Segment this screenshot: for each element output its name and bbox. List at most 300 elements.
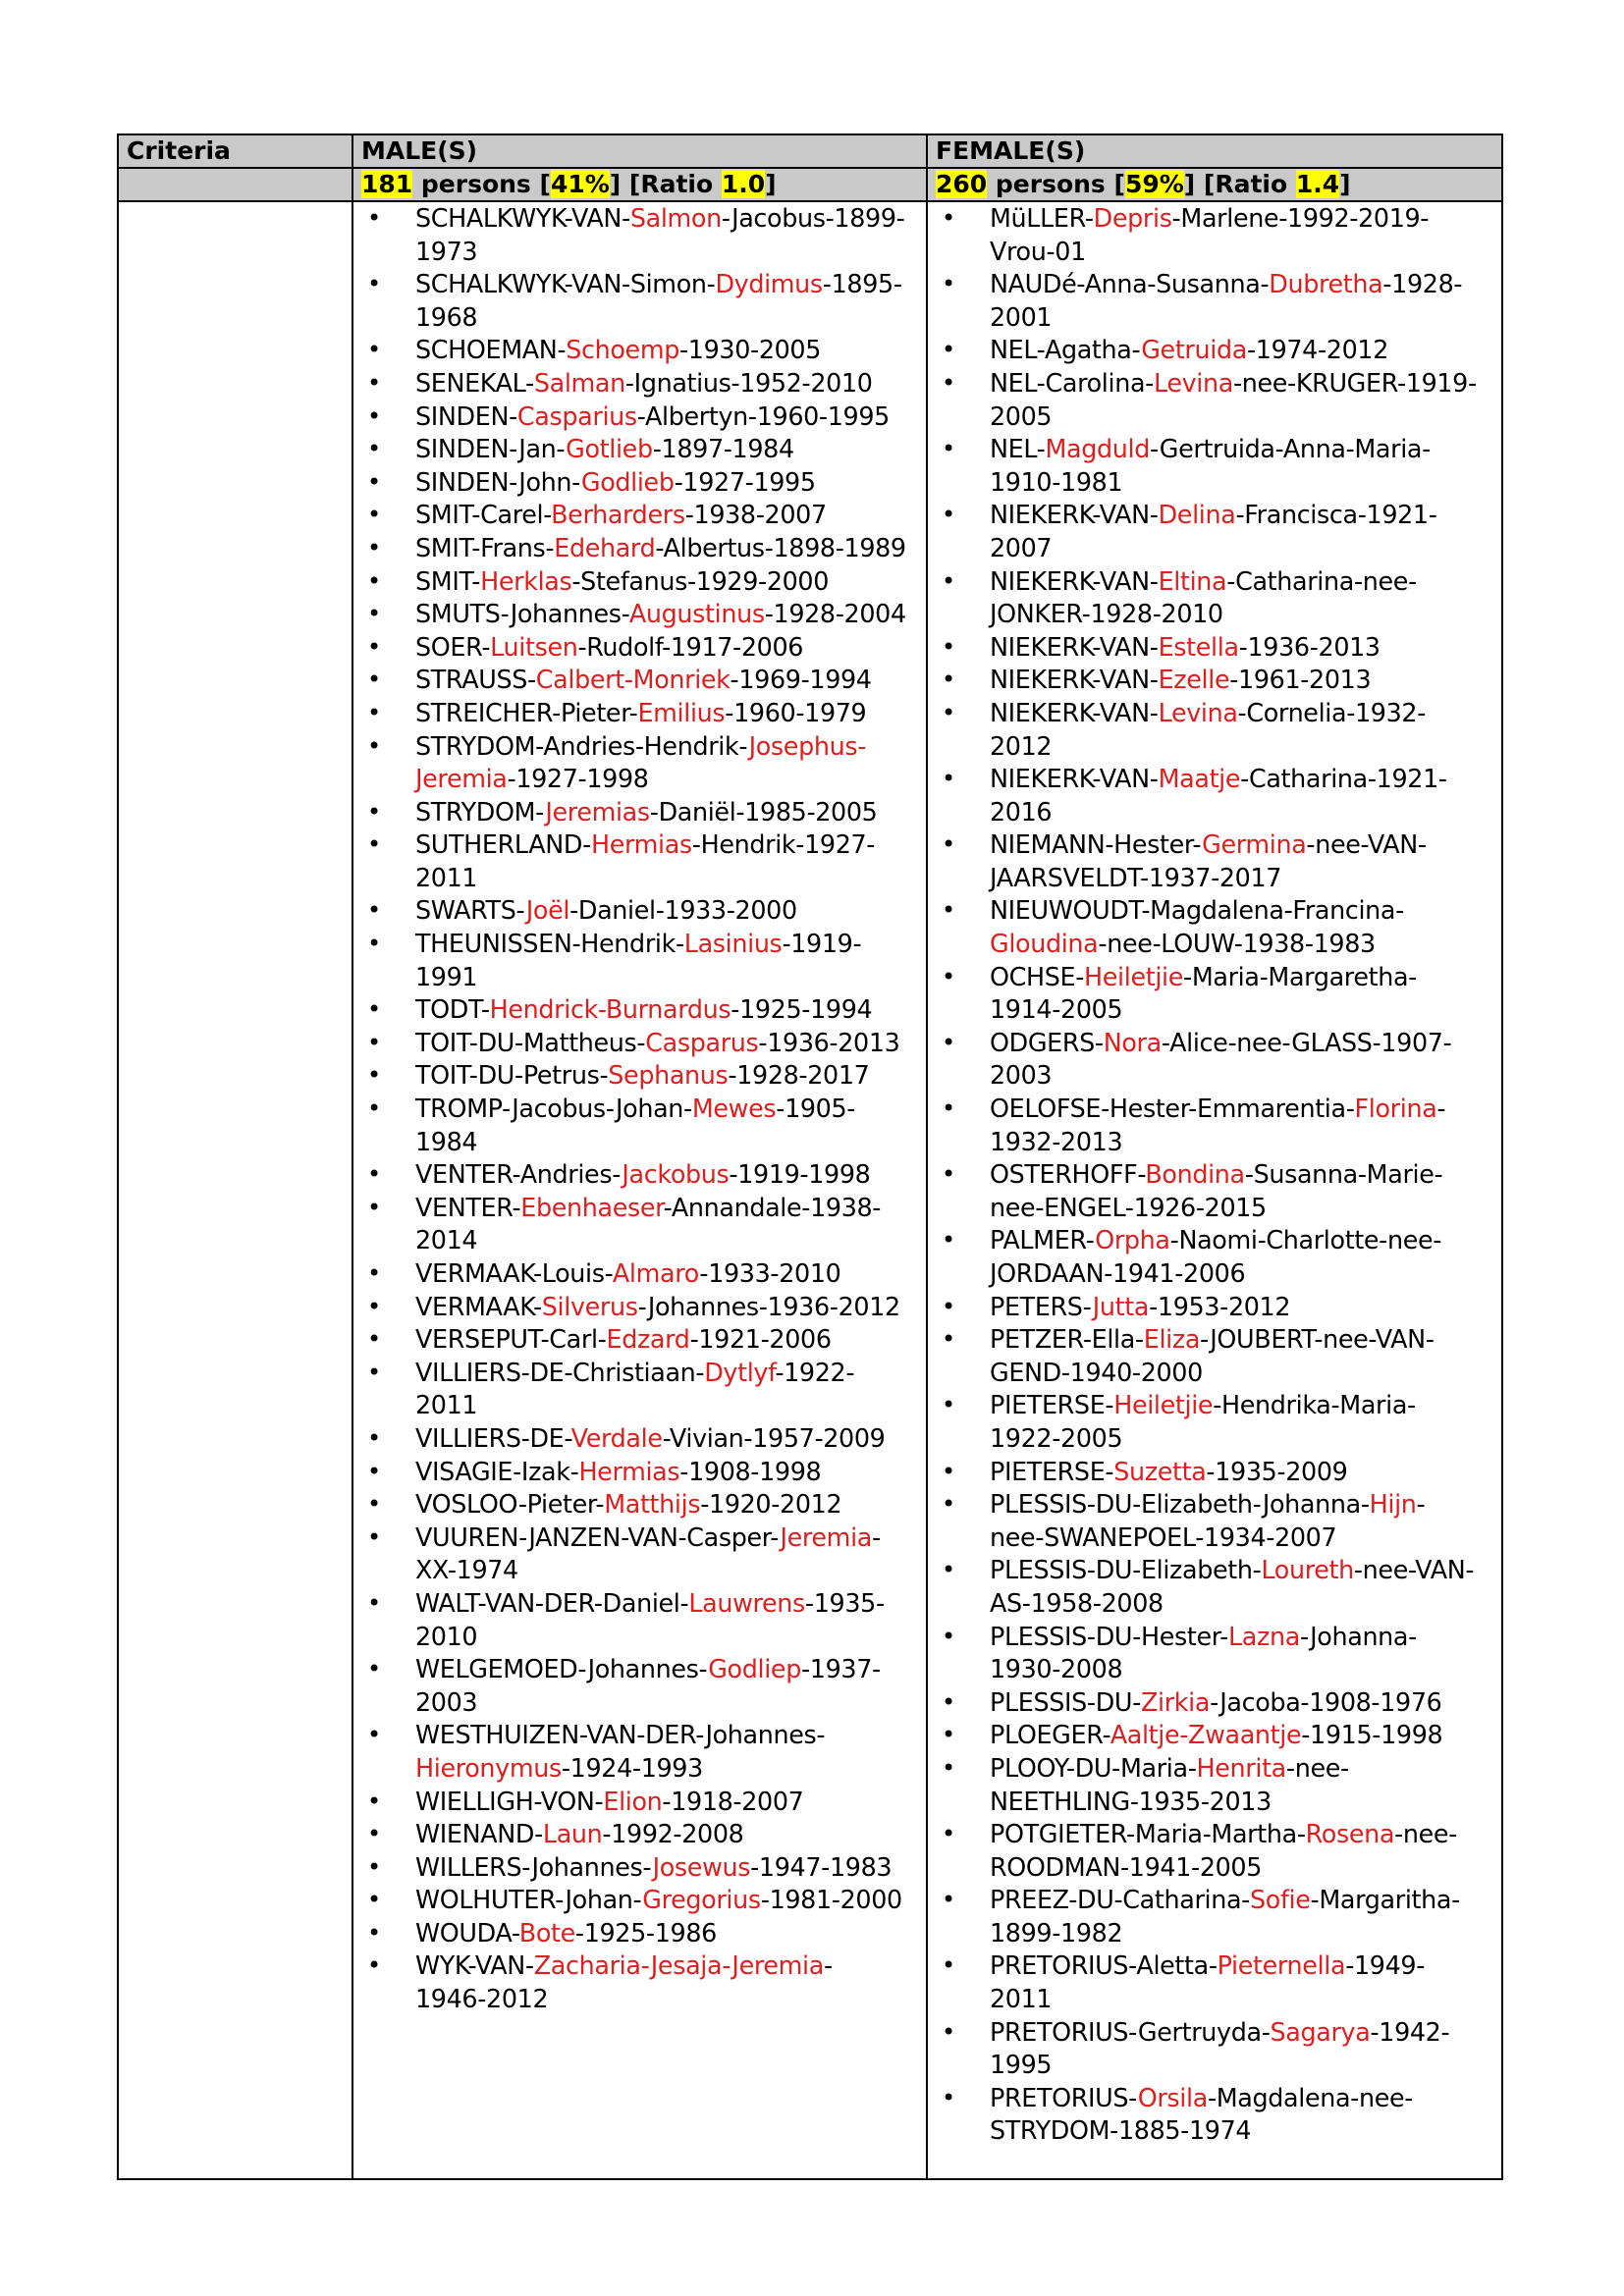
name-text: -JOUBERT-nee-VAN-: [1200, 1324, 1435, 1355]
name-text: -1919-: [782, 929, 862, 959]
name-text: PLESSIS-DU-: [990, 1686, 1141, 1717]
list-item: [936, 1818, 1493, 1884]
name-text: -nee-VAN-: [1353, 1555, 1475, 1585]
list-item: [361, 993, 918, 1027]
name-text: SENEKAL-: [415, 367, 534, 398]
name-text: -Alice-nee-GLASS-1907-: [1161, 1027, 1452, 1057]
name-text: NIEKERK-VAN-: [990, 631, 1159, 662]
name-text: -1924-1993: [561, 1752, 703, 1783]
list-item: [361, 1422, 918, 1456]
list-item: [361, 1917, 918, 1950]
name-text: -1928-2004: [764, 599, 906, 629]
name-text: -Catharina-1921-: [1240, 764, 1447, 794]
name-text: -nee-KRUGER-1919-: [1232, 367, 1477, 398]
name-highlight: Gotlieb: [566, 434, 653, 464]
name-text: -1981-2000: [760, 1885, 902, 1915]
name-text: 1991: [415, 961, 478, 991]
name-text: VENTER-Andries-: [415, 1159, 623, 1190]
name-text: -Cornelia-1932-: [1237, 697, 1427, 727]
name-highlight: Jeremia: [415, 764, 508, 794]
name-highlight: Nora: [1103, 1027, 1162, 1057]
list-item: [361, 1093, 918, 1158]
name-highlight: Magduld: [1045, 434, 1151, 464]
name-highlight: Jeremias: [545, 796, 650, 827]
name-highlight: Depris: [1093, 203, 1172, 233]
name-highlight: Bondina: [1145, 1159, 1245, 1190]
name-text: -1928-2017: [728, 1060, 870, 1091]
list-item: [936, 367, 1493, 433]
name-text: SMIT-: [415, 565, 481, 596]
name-highlight: Levina: [1158, 697, 1238, 727]
name-highlight: Laun: [542, 1819, 603, 1849]
name-text: -Naomi-Charlotte-nee-: [1169, 1225, 1442, 1255]
name-text: JAARSVELDT-1937-2017: [990, 862, 1282, 892]
list-item: [361, 1158, 918, 1192]
list-item: [361, 1456, 918, 1489]
list-item: [361, 730, 918, 796]
name-text: WESTHUIZEN-VAN-DER-Johannes-: [415, 1720, 826, 1750]
list-item: [361, 1653, 918, 1719]
name-text: VERSEPUT-Carl-: [415, 1324, 607, 1355]
name-text: WIENAND-: [415, 1819, 543, 1849]
name-text: -1915-1998: [1301, 1720, 1443, 1750]
name-highlight: Edehard: [554, 532, 656, 562]
list-item: [936, 1291, 1493, 1324]
name-text: -Annandale-1938-: [663, 1192, 882, 1222]
list-item: [361, 664, 918, 697]
criteria-body-cell: [118, 201, 352, 2179]
name-highlight: Florina: [1354, 1094, 1437, 1124]
name-text: NEL-: [990, 434, 1046, 464]
criteria-header: Criteria: [118, 134, 352, 168]
name-text: -1992-2008: [602, 1819, 744, 1849]
name-text: 2011: [990, 1984, 1053, 2014]
name-text: -1960-1979: [725, 697, 867, 727]
male-summary-end: ]: [765, 170, 777, 198]
name-highlight: Schoemp: [566, 335, 679, 365]
name-text: WOUDA-: [415, 1917, 519, 1948]
name-highlight: Bote: [518, 1917, 575, 1948]
male-entries-cell: [352, 201, 927, 2179]
list-item: [361, 367, 918, 400]
name-highlight: Casparus: [645, 1027, 759, 1057]
name-highlight: Gregorius: [642, 1885, 761, 1915]
name-text: -1937-: [800, 1654, 881, 1684]
name-text: STRAUSS-: [415, 665, 536, 695]
male-ratio-text: ] [Ratio: [609, 170, 722, 198]
name-text: 2003: [990, 1060, 1053, 1091]
name-text: -Maria-Margaretha-: [1183, 961, 1417, 991]
name-text: SCHALKWYK-VAN-: [415, 203, 630, 233]
list-item: [361, 202, 918, 268]
name-text: 1973: [415, 236, 478, 266]
list-item: [361, 1587, 918, 1653]
list-item: [361, 334, 918, 367]
name-text: -1953-2012: [1149, 1291, 1291, 1321]
name-text: -1947-1983: [750, 1851, 893, 1882]
name-text: JORDAAN-1941-2006: [990, 1258, 1246, 1288]
name-highlight: Jeremia: [780, 1522, 872, 1552]
list-item: [361, 697, 918, 730]
name-text: -Daniel-1933-2000: [569, 895, 797, 926]
name-text: -Francisca-1921-: [1235, 500, 1437, 530]
list-item: [936, 334, 1493, 367]
male-count: 181: [361, 170, 413, 198]
name-text: 2010: [415, 1621, 478, 1651]
name-highlight: Heiletjie: [1113, 1390, 1214, 1420]
list-item: [361, 828, 918, 894]
name-text: nee-ENGEL-1926-2015: [990, 1192, 1267, 1222]
name-text: XX-1974: [415, 1555, 518, 1585]
list-item: [936, 2082, 1493, 2148]
list-item: [361, 1522, 918, 1587]
name-text: SMUTS-Johannes-: [415, 599, 629, 629]
female-ratio-text: ] [Ratio: [1183, 170, 1296, 198]
list-item: [361, 894, 918, 928]
name-highlight: Heiletjie: [1084, 961, 1184, 991]
list-item: [361, 1818, 918, 1851]
list-item: [936, 1093, 1493, 1158]
list-item: [936, 1686, 1493, 1720]
name-highlight: Eliza: [1143, 1324, 1201, 1355]
name-text: -nee-LOUW-1938-1983: [1098, 929, 1376, 959]
name-highlight: Dubretha: [1269, 269, 1383, 299]
name-text: 2005: [990, 400, 1053, 431]
name-text: -Gertruida-Anna-Maria-: [1150, 434, 1431, 464]
list-item: [361, 466, 918, 500]
name-text: TROMP-Jacobus-Johan-: [415, 1094, 692, 1124]
female-count: 260: [936, 170, 988, 198]
name-text: STREICHER-Pieter-: [415, 697, 638, 727]
name-highlight: Henrita: [1196, 1752, 1286, 1783]
list-item: [361, 796, 918, 829]
name-text: NEETHLING-1935-2013: [990, 1786, 1272, 1816]
name-highlight: Maatje: [1158, 764, 1241, 794]
name-text: NIEKERK-VAN-: [990, 565, 1159, 596]
name-text: 1968: [415, 301, 478, 332]
name-text: AS-1958-2008: [990, 1587, 1164, 1618]
name-text: SUTHERLAND-: [415, 829, 591, 860]
name-text: -1922-: [775, 1357, 855, 1387]
list-item: [936, 1488, 1493, 1554]
list-item: [361, 598, 918, 631]
name-text: PRETORIUS-Aletta-: [990, 1950, 1218, 1981]
name-highlight: Luitsen: [490, 631, 578, 662]
name-text: -1895-: [822, 269, 902, 299]
list-item: [361, 1257, 918, 1291]
name-text: -1919-1998: [729, 1159, 871, 1190]
name-highlight: Ebenhaeser: [520, 1192, 664, 1222]
name-text: GEND-1940-2000: [990, 1357, 1203, 1387]
list-item: [361, 1488, 918, 1522]
name-text: STRYDOM-Andries-Hendrik-: [415, 730, 749, 761]
name-text: -Margaritha-: [1310, 1885, 1460, 1915]
female-entries-cell: [927, 201, 1502, 2179]
name-text: -Marlene-1992-2019-: [1171, 203, 1430, 233]
name-text: 1930-2008: [990, 1654, 1123, 1684]
name-text: -1925-1986: [574, 1917, 717, 1948]
name-text: PRETORIUS-Gertruyda-: [990, 2016, 1271, 2047]
list-item: [361, 1059, 918, 1093]
list-item: [936, 894, 1493, 960]
name-highlight: Salman: [533, 367, 625, 398]
name-text: 2016: [990, 796, 1053, 827]
name-text: NIEKERK-VAN-: [990, 764, 1159, 794]
male-header: MALE(S): [352, 134, 927, 168]
name-text: Vrou-01: [990, 236, 1086, 266]
list-item: [936, 433, 1493, 499]
name-text: 1914-2005: [990, 994, 1123, 1025]
name-highlight: Dydimus: [715, 269, 823, 299]
female-summary-end: ]: [1339, 170, 1351, 198]
name-text: -Catharina-nee-: [1226, 565, 1417, 596]
name-highlight: Josephus-: [748, 730, 867, 761]
list-item: [936, 2016, 1493, 2082]
name-text: -Ignatius-1952-2010: [624, 367, 873, 398]
name-text: -1949-: [1345, 1950, 1426, 1981]
list-item: [361, 1027, 918, 1060]
name-highlight: Godliep: [708, 1654, 801, 1684]
name-text: NEL-Agatha-: [990, 335, 1142, 365]
list-item: [361, 433, 918, 466]
list-item: [936, 202, 1493, 268]
list-item: [936, 1224, 1493, 1290]
name-text: -Albertyn-1960-1995: [636, 400, 890, 431]
list-item: [936, 1027, 1493, 1093]
name-highlight: Salmon: [629, 203, 722, 233]
name-text: -Jacobus-1899-: [721, 203, 905, 233]
name-text: PLOEGER-: [990, 1720, 1110, 1750]
name-text: -1969-1994: [730, 665, 872, 695]
list-item: [936, 1752, 1493, 1818]
entries-row: [118, 201, 1502, 2179]
list-item: [361, 1192, 918, 1257]
name-text: -Albertus-1898-1989: [655, 532, 906, 562]
name-text: 2011: [415, 1390, 478, 1420]
name-highlight: Josewus: [652, 1851, 751, 1882]
name-highlight: Getruida: [1141, 335, 1247, 365]
name-highlight: Lasinius: [683, 929, 783, 959]
header-row: [118, 134, 1502, 168]
name-text: VILLIERS-DE-Christiaan-: [415, 1357, 705, 1387]
list-item: [936, 1456, 1493, 1489]
name-highlight: Dytlyf: [704, 1357, 776, 1387]
name-text: -Rudolf-1917-2006: [577, 631, 804, 662]
name-text: NEL-Carolina-: [990, 367, 1154, 398]
name-text: OELOFSE-Hester-Emmarentia-: [990, 1094, 1355, 1124]
name-text: -1938-2007: [684, 500, 827, 530]
list-item: [936, 499, 1493, 564]
name-text: SMIT-Frans-: [415, 532, 555, 562]
list-item: [361, 532, 918, 565]
name-highlight: Mewes: [691, 1094, 777, 1124]
list-item: [361, 631, 918, 665]
name-highlight: Levina: [1153, 367, 1233, 398]
name-highlight: Lauwrens: [688, 1587, 805, 1618]
name-text: PLESSIS-DU-Hester-: [990, 1621, 1228, 1651]
name-highlight: Ezelle: [1158, 665, 1230, 695]
name-text: 2011: [415, 862, 478, 892]
female-entries-list: [936, 202, 1493, 2148]
name-text: WILLERS-Johannes-: [415, 1851, 653, 1882]
name-text: SINDEN-: [415, 400, 517, 431]
name-text: NIEUWOUDT-Magdalena-Francina-: [990, 895, 1404, 926]
name-text: WOLHUTER-Johan-: [415, 1885, 643, 1915]
name-text: PLESSIS-DU-Elizabeth-: [990, 1555, 1262, 1585]
name-text: PLESSIS-DU-Elizabeth-Johanna-: [990, 1489, 1370, 1520]
list-item: [936, 1158, 1493, 1224]
name-text: -1961-2013: [1229, 665, 1372, 695]
name-highlight: Sephanus: [608, 1060, 729, 1091]
name-text: PIETERSE-: [990, 1456, 1114, 1486]
names-table: [117, 133, 1503, 2180]
name-highlight: Hieronymus: [415, 1752, 562, 1783]
name-text: VOSLOO-Pieter-: [415, 1489, 605, 1520]
name-text: NIEKERK-VAN-: [990, 697, 1159, 727]
list-item: [936, 268, 1493, 334]
list-item: [936, 1323, 1493, 1389]
name-highlight: Calbert-Monriek: [535, 665, 731, 695]
name-text: 1984: [415, 1126, 478, 1156]
name-text: NIEKERK-VAN-: [990, 665, 1159, 695]
name-highlight: Augustinus: [628, 599, 765, 629]
name-highlight: Sagarya: [1270, 2016, 1371, 2047]
name-highlight: Eltina: [1158, 565, 1227, 596]
name-text: POTGIETER-Maria-Martha-: [990, 1819, 1306, 1849]
name-text: PETZER-Ella-: [990, 1324, 1144, 1355]
name-text: 2012: [990, 730, 1053, 761]
name-text: -Stefanus-1929-2000: [571, 565, 830, 596]
name-text: -1935-: [804, 1587, 885, 1618]
name-highlight: Hermias: [590, 829, 692, 860]
list-item: [361, 1357, 918, 1422]
male-entries-list: [361, 202, 918, 2016]
name-text: -Daniël-1985-2005: [649, 796, 878, 827]
name-text: -Susanna-Marie-: [1244, 1159, 1443, 1190]
list-item: [361, 1851, 918, 1885]
name-highlight: Berharders: [551, 500, 685, 530]
name-text: NAUDé-Anna-Susanna-: [990, 269, 1270, 299]
name-highlight: Suzetta: [1113, 1456, 1207, 1486]
name-highlight: Herklas: [480, 565, 572, 596]
name-text: 2001: [990, 301, 1053, 332]
name-text: PREEZ-DU-Catharina-: [990, 1885, 1250, 1915]
name-highlight: Estella: [1158, 631, 1239, 662]
list-item: [936, 828, 1493, 894]
female-persons-text: persons [: [987, 170, 1125, 198]
list-item: [936, 697, 1493, 763]
name-text: TODT-: [415, 994, 490, 1025]
name-highlight: Zirkia: [1140, 1686, 1211, 1717]
name-text: WELGEMOED-Johannes-: [415, 1654, 709, 1684]
list-item: [936, 1554, 1493, 1620]
name-highlight: Verdale: [570, 1422, 663, 1453]
name-text: -Jacoba-1908-1976: [1210, 1686, 1442, 1717]
name-highlight: Silverus: [541, 1291, 638, 1321]
name-text: SCHOEMAN-: [415, 335, 567, 365]
name-text: OSTERHOFF-: [990, 1159, 1146, 1190]
name-text: VERMAAK-: [415, 1291, 542, 1321]
name-text: -nee-: [1394, 1819, 1458, 1849]
name-text: -1935-2009: [1206, 1456, 1348, 1486]
male-ratio: 1.0: [721, 170, 766, 198]
name-text: -1933-2010: [699, 1258, 841, 1288]
male-summary: [352, 168, 927, 201]
name-text: PRETORIUS-: [990, 2082, 1138, 2112]
summary-row: [118, 168, 1502, 201]
name-text: -Johanna-: [1299, 1621, 1417, 1651]
name-text: STRYDOM-: [415, 796, 546, 827]
name-text: -1897-1984: [652, 434, 794, 464]
name-text: VILLIERS-DE-: [415, 1422, 571, 1453]
name-text: VERMAAK-Louis-: [415, 1258, 613, 1288]
name-highlight: Germina: [1202, 829, 1307, 860]
name-text: MüLLER-: [990, 203, 1094, 233]
name-highlight: Joël: [525, 895, 570, 926]
list-item: [936, 1949, 1493, 2015]
name-highlight: Hermias: [578, 1456, 680, 1486]
name-text: -: [1416, 1489, 1426, 1520]
name-text: nee-SWANEPOEL-1934-2007: [990, 1522, 1337, 1552]
name-text: PIETERSE-: [990, 1390, 1114, 1420]
name-text: -Hendrika-Maria-: [1213, 1390, 1416, 1420]
female-summary: [927, 168, 1502, 201]
name-highlight: Delina: [1158, 500, 1236, 530]
name-text: 1946-2012: [415, 1984, 549, 2014]
name-text: OCHSE-: [990, 961, 1085, 991]
name-text: TOIT-DU-Mattheus-: [415, 1027, 646, 1057]
name-text: SOER-: [415, 631, 491, 662]
name-text: 1899-1982: [990, 1917, 1123, 1948]
name-text: WYK-VAN-: [415, 1950, 534, 1981]
name-highlight: Jackobus: [622, 1159, 730, 1190]
name-text: 1922-2005: [990, 1422, 1123, 1453]
name-text: 2014: [415, 1225, 478, 1255]
name-text: -1921-2006: [689, 1324, 832, 1355]
list-item: [361, 1719, 918, 1785]
name-text: PLOOY-DU-Maria-: [990, 1752, 1197, 1783]
name-highlight: Pieternella: [1217, 1950, 1346, 1981]
name-highlight: Jutta: [1092, 1291, 1150, 1321]
name-text: -1927-1995: [674, 466, 816, 497]
name-highlight: Hendrick-Burnardus: [489, 994, 731, 1025]
name-text: SINDEN-Jan-: [415, 434, 567, 464]
name-highlight: Sofie: [1250, 1885, 1311, 1915]
name-text: JONKER-1928-2010: [990, 599, 1223, 629]
list-item: [936, 1719, 1493, 1752]
list-item: [936, 1389, 1493, 1455]
name-text: SINDEN-John-: [415, 466, 581, 497]
name-text: VENTER-: [415, 1192, 521, 1222]
list-item: [936, 565, 1493, 631]
name-text: SMIT-Carel-: [415, 500, 552, 530]
name-text: NIEMANN-Hester-: [990, 829, 1203, 860]
list-item: [936, 631, 1493, 665]
name-text: -1927-1998: [507, 764, 649, 794]
name-highlight: Emilius: [637, 697, 726, 727]
list-item: [361, 499, 918, 532]
male-persons-text: persons [: [412, 170, 551, 198]
name-highlight: Casparius: [516, 400, 637, 431]
name-highlight: Loureth: [1261, 1555, 1354, 1585]
name-text: ODGERS-: [990, 1027, 1104, 1057]
name-text: -: [823, 1950, 833, 1981]
name-text: -1918-2007: [662, 1786, 804, 1816]
name-text: -1942-: [1370, 2016, 1450, 2047]
name-text: SWARTS-: [415, 895, 526, 926]
name-text: PETERS-: [990, 1291, 1093, 1321]
name-text: -1925-1994: [731, 994, 873, 1025]
